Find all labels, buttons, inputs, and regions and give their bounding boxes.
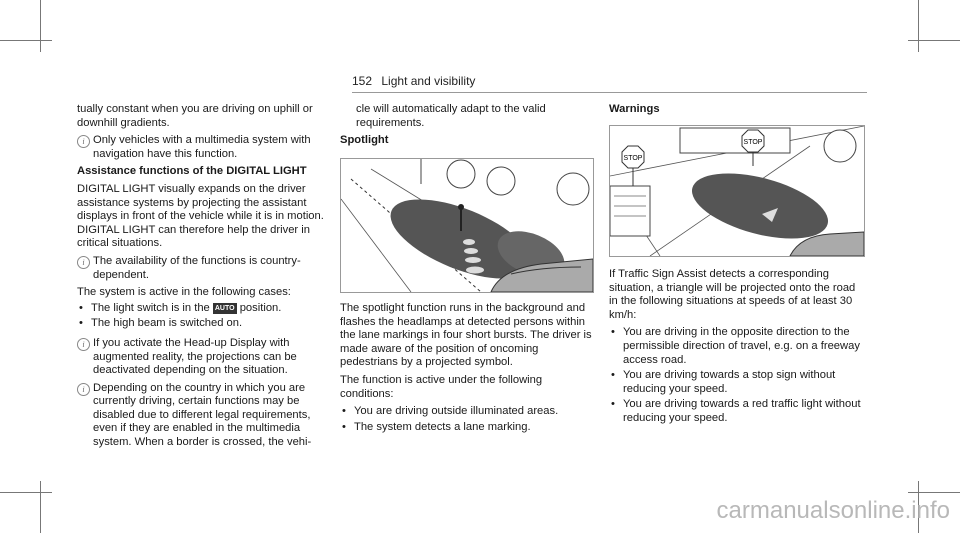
crop-mark (40, 0, 41, 52)
watermark: carmanualsonline.info (716, 497, 950, 524)
paragraph: The spotlight function runs in the background and flashes the headlamps at detected persons within the lane markings in four short bursts. The driver is made aware of the position of oncoming pedestrians by a projected symbol. (340, 302, 592, 369)
info-icon: i (77, 135, 90, 148)
note-text: If you activate the Head-up Display with augmented reality, the projections can be deactivated depending on the situation. (93, 336, 297, 377)
paragraph: If Traffic Sign Assist detects a corresponding situation, a triangle will be projected onto the road in the following situations at speeds of at least 30 km/h: (609, 268, 856, 321)
list-item (77, 302, 327, 316)
stop-sign-label: STOP (743, 139, 763, 146)
crop-mark (0, 40, 52, 41)
note-text: Only vehicles with a multimedia system with navigation have this function. (93, 134, 311, 160)
crop-mark (0, 492, 52, 493)
paragraph: The function is active under the following conditions: (340, 373, 543, 400)
warnings-drawing (610, 126, 864, 256)
note (77, 337, 327, 378)
section-title: Light and visibility (381, 74, 476, 88)
list-item: • You are driving towards a red traffic light without reducing your speed. (609, 398, 864, 425)
stop-sign-label: STOP (623, 155, 643, 162)
list-item-text: The light switch is in the (91, 301, 210, 314)
spotlight-illustration (340, 158, 594, 293)
paragraph: DIGITAL LIGHT visually expands on the driver assistance systems by projecting the assistant displays in front of the vehicle while it is in motion. DIGITAL LIGHT can therefore help the driver in critical situations. (77, 182, 324, 250)
info-icon: i (77, 383, 90, 396)
page-number: 152 (352, 74, 373, 88)
list-item: • You are driving in the opposite direction to the permissible direction of travel, e.g. on a freeway access road. (609, 326, 864, 367)
list-item: • You are driving outside illuminated areas. (340, 405, 593, 419)
paragraph: The system is active in the following cases: (77, 286, 291, 299)
crop-mark (918, 0, 919, 52)
column-3-lower (609, 268, 864, 428)
note (77, 134, 327, 161)
auto-light-icon: AUTO (214, 304, 235, 312)
section-heading: Warnings (609, 103, 660, 115)
section-heading: Assistance functions of the DIGITAL LIGHT (77, 165, 307, 178)
section-heading: Spotlight (340, 134, 389, 147)
list-item-text: position. (239, 301, 282, 314)
crop-mark (908, 40, 960, 41)
header-rule (352, 92, 867, 93)
list-item: • The system detects a lane marking. (340, 421, 593, 435)
list-item: • You are driving towards a stop sign without reducing your speed. (609, 369, 864, 396)
spotlight-drawing (341, 159, 593, 292)
info-icon: i (77, 256, 90, 269)
column-1 (77, 103, 327, 454)
column-2-lower (340, 302, 593, 436)
note (77, 255, 327, 282)
column-2 (340, 103, 593, 152)
note-text: The availability of the functions is country-dependent. (93, 254, 301, 281)
page-header (352, 74, 475, 88)
list-item: • The high beam is switched on. (77, 317, 327, 331)
warnings-illustration (609, 125, 865, 257)
crop-mark (908, 492, 960, 493)
column-3 (609, 103, 864, 121)
note (77, 382, 327, 450)
note-text: Depending on the country in which you are currently driving, certain functions may be disabled due to different legal requirements, even if they are enabled in the multimedia system. When a border is crossed, the vehi- (93, 381, 312, 449)
intro-text: tually constant when you are driving on uphill or downhill gradients. (77, 103, 313, 129)
crop-mark (40, 481, 41, 533)
paragraph: cle will automatically adapt to the valid requirements. (356, 103, 546, 129)
info-icon: i (77, 338, 90, 351)
